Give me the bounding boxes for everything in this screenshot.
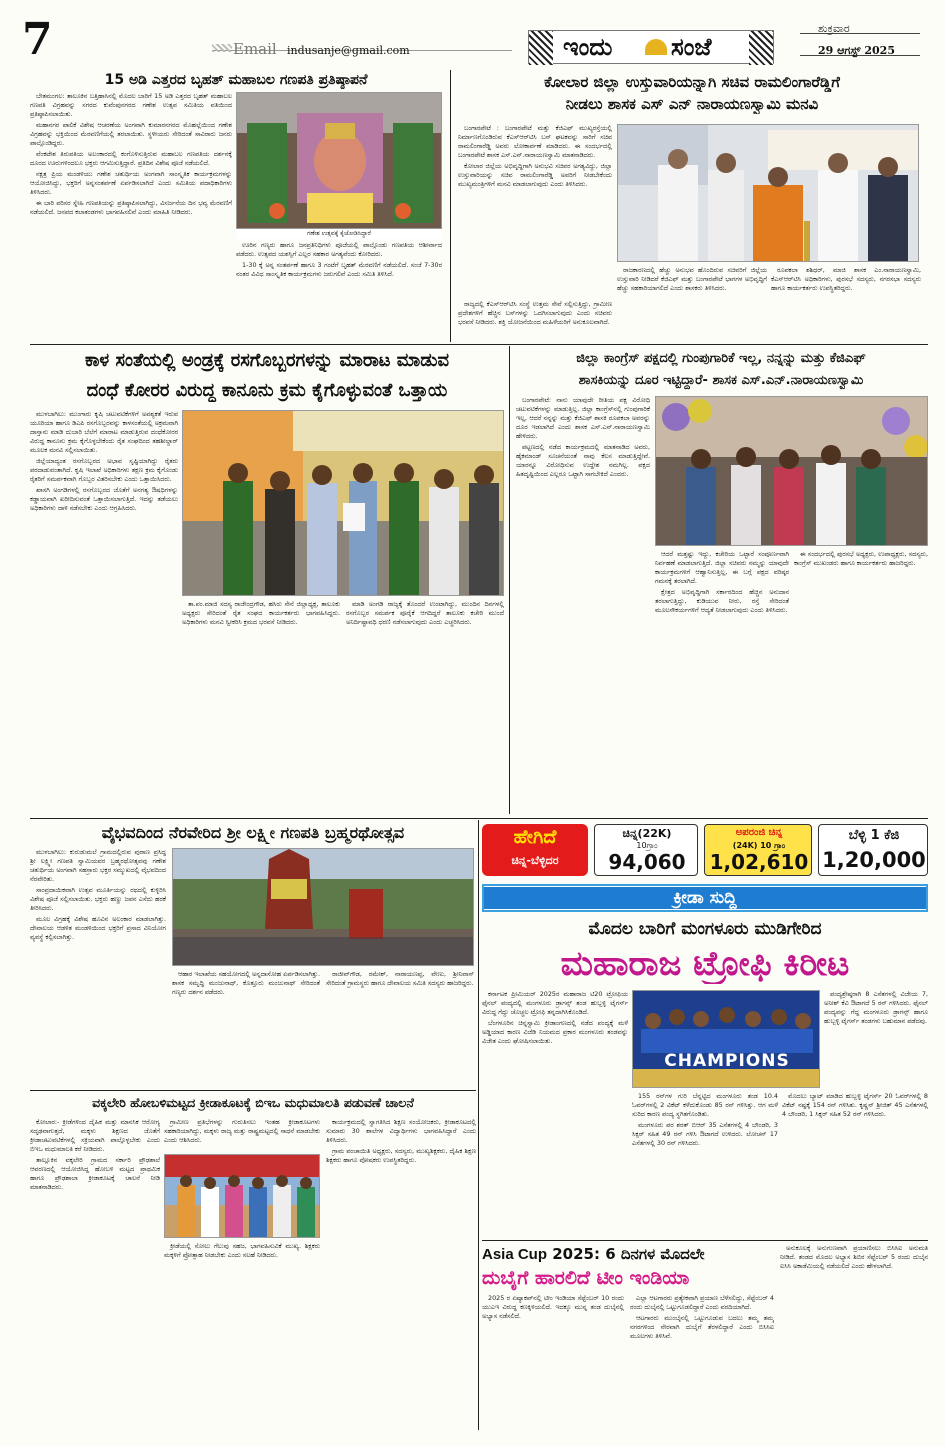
sports-col1: [482, 990, 628, 1194]
story3-col3: [346, 600, 504, 814]
sports-paragraph: ಮೊದಲು ಬ್ಯಾಟ್ ಮಾಡಿದ ಹುಬ್ಬಳ್ಳಿ ಟೈಗರ್ಸ್ 20 ಓವರ್‌ಗಳಲ್ಲಿ 8 ವಿಕೆಟ್ ನಷ್ಟಕ್ಕೆ 154 ರನ್ ಗಳಿಸಿತು. ಕೃಷ್ಣನ್ ಶ್ರೀಜಿತ್ 45 ಎಸೆತಗಳಲ್ಲಿ 4 ಬೌಂಡರಿ, 1 ಸಿಕ್ಸರ್ ಸಹಿತ 52 ರನ್ ಗಳಿಸಿದರು.: [782, 1092, 928, 1118]
story1-col1: [30, 92, 232, 338]
sports-col3: [824, 990, 928, 1088]
story6-headline: ವಕ್ಕಲೇರಿ ಹೋಬಳಿಮಟ್ಟದ ಕ್ರೀಡಾಕೂಟಕ್ಕೆ ಬಿಇಒ ಮಧುಮಾಲತಿ ಪಡುವಣೆ ಚಾಲನೆ: [92, 1095, 414, 1110]
asia-cup-col3: [780, 1244, 928, 1430]
silver-box: [818, 824, 928, 876]
asia-cup-headline-rest: 2025: 6 ದಿನಗಳ ಮೊದಲೇ: [547, 1245, 705, 1263]
champions-banner: CHAMPIONS: [664, 1051, 790, 1071]
story5-paragraph: ಮೂಲ ವಿಗ್ರಹಕ್ಕೆ ವಿಶೇಷ ಹೂವಿನ ಅಲಂಕಾರ ಮಾಡಲಾಗಿತ್ತು. ದೇವಾಲಯ ಆಡಳಿತ ಮಂಡಳಿಯಿಂದ ಭಕ್ತರಿಗೆ ಪ್ರಸಾದ ವಿನಿಯೋಗ ವ್ಯವಸ್ಥೆ ಕಲ್ಪಿಸಲಾಗಿತ್ತು.: [30, 915, 166, 941]
story4-paragraph: ಈ ಸಂದರ್ಭದಲ್ಲಿ ಪುರಸಭೆ ಅಧ್ಯಕ್ಷರು, ಉಪಾಧ್ಯಕ್ಷರು, ಸದಸ್ಯರು, ಕಾಂಗ್ರೆಸ್ ಮುಖಂಡರು ಹಾಗೂ ಕಾರ್ಯಕರ್ತರು ಹಾಜರಿದ್ದರು.: [794, 550, 928, 567]
asia-cup-paragraph: ಅನುಕೂಲಕ್ಕೆ ಅನುಗುಣವಾಗಿ ಪ್ರಯಾಣಿಸಲು ಬಿಸಿಸಿಐ ಅನುಮತಿ ನೀಡಿದೆ. ತಂಡದ ಮೊದಲ ಅಭ್ಯಾಸ ಶಿಬಿರ ಸೆಪ್ಟೆಂಬರ್ 5 ರಂದು ದುಬೈನ ಐಸಿಸಿ ಅಕಾಡೆಮಿಯಲ್ಲಿ ನಡೆಯಲಿದೆ ಎಂದು ಹೇಳಲಾಗಿದೆ.: [780, 1244, 928, 1270]
logo-stripe-right: [749, 31, 773, 65]
gold-22k-box: [594, 824, 698, 876]
story4-col3: [794, 550, 928, 812]
story3-paragraph: ಮಾಡಿ ಅಂಗಡಿ ರಾಜ್ಯಕ್ಕೆ ತೊಂದರೆ ಉಂಟಾಗಿದ್ದು, ಮುಂದಿನ ದಿನಗಳಲ್ಲಿ ರಸಗೊಬ್ಬರ ಸಮರ್ಪಕ ಪೂರೈಕೆ ಆಗದಿದ್ದರೆ ತಾಲೂಕು ಕಚೇರಿ ಮುಂದೆ ಅನಿರ್ದಿಷ್ಟಾವಧಿ ಧರಣಿ ನಡೆಸಲಾಗುವುದು ಎಂದು ಎಚ್ಚರಿಸಿದರು.: [346, 600, 504, 626]
silver-price: 1,20,000: [822, 848, 926, 872]
gold-rate-box: [482, 822, 928, 880]
story2-paragraph: ರಾಜ್ಯದಲ್ಲಿ ಕೆಎಸ್‌ಆರ್‌ಟಿಸಿ ಸಂಸ್ಥೆ ಉತ್ತಮ ಸೇವೆ ಸಲ್ಲಿಸುತ್ತಿದ್ದು, ಗ್ರಾಮೀಣ ಪ್ರದೇಶಗಳಿಗೆ ಹೆಚ್ಚಿನ ಬಸ್‌ಗಳನ್ನು ಒದಗಿಸಲಾಗುವುದು ಎಂದು ಸಚಿವರು ಭರವಸೆ ನೀಡಿದರು. ಶಕ್ತಿ ಯೋಜನೆಯಿಂದ ಮಹಿಳೆಯರಿಗೆ ಅನುಕೂಲವಾಗಿದೆ.: [458, 300, 612, 326]
gold-24k-label: ಅಪರಂಜಿ ಚಿನ್ನ: [735, 827, 783, 838]
story1-paragraph: ಈ ಬಾರಿ ಪರಿಸರ ಸ್ನೇಹಿ ಗಣಪತಿಯನ್ನು ಪ್ರತಿಷ್ಠಾಪಿಸಲಾಗಿದ್ದು, ವಿಸರ್ಜನೆಯ ದಿನ ಭವ್ಯ ಮೆರವಣಿಗೆ ನಡೆಯಲಿದೆ. ಜನಪದ ಕಲಾತಂಡಗಳು ಭಾಗವಹಿಸಲಿವೆ ಎಂದು ಮಾಹಿತಿ ನೀಡಿದರು.: [30, 199, 232, 216]
story5-paragraph: ಸಾಂಪ್ರದಾಯಿಕವಾಗಿ ಉತ್ಸವ ಮೂರ್ತಿಯನ್ನು ರಥದಲ್ಲಿ ಕುಳ್ಳಿರಿಸಿ ವಿಶೇಷ ಪೂಜೆ ಸಲ್ಲಿಸಲಾಯಿತು. ಭಕ್ತರು ಹಣ್ಣು ಜವನ ಎಸೆದು ಹರಕೆ ತೀರಿಸಿದರು.: [30, 886, 166, 912]
masthead: [0, 0, 945, 70]
farmers-photo: [182, 410, 504, 596]
story2-col1b: [458, 300, 612, 342]
story3-paragraph: ಖಾಸಗಿ ಅಂಗಡಿಗಳಲ್ಲಿ ರಸಗೊಬ್ಬರದ ಜೊತೆಗೆ ಅನಗತ್ಯ ಔಷಧಿಗಳನ್ನು ಕಡ್ಡಾಯವಾಗಿ ಖರೀದಿಸುವಂತೆ ಒತ್ತಾಯಿಸಲಾಗುತ್ತಿದೆ. ಇದನ್ನು ತಡೆಯಲು ಅಧಿಕಾರಿಗಳು ದಾಳಿ ನಡೆಸಬೇಕು ಎಂದು ಆಗ್ರಹಿಸಿದರು.: [30, 486, 178, 512]
sports-col3b: [782, 1092, 928, 1236]
story6-paragraph: ಗ್ರಾಮ ಪಂಚಾಯಿತಿ ಅಧ್ಯಕ್ಷರು, ಸದಸ್ಯರು, ಮುಖ್ಯಶಿಕ್ಷಕರು, ದೈಹಿಕ ಶಿಕ್ಷಣ ಶಿಕ್ಷಕರು ಹಾಗೂ ಪೋಷಕರು ಉಪಸ್ಥಿತರಿದ್ದರು.: [326, 1147, 476, 1164]
story6-paragraph: ಕ್ರೀಡೆಯಲ್ಲಿ ಸೋಲು ಗೆಲುವು ಸಹಜ, ಭಾಗವಹಿಸುವಿಕೆ ಮುಖ್ಯ. ಶಿಕ್ಷಕರು ಮಕ್ಕಳಿಗೆ ಪ್ರೋತ್ಸಾಹ ನೀಡಬೇಕು ಎಂದು ಸಲಹೆ ನೀಡಿದರು.: [164, 1242, 320, 1259]
story5-col3: [326, 970, 474, 1086]
story2-col2: [617, 266, 767, 342]
farmers-image: [183, 411, 504, 596]
story2-headline-line1: ಕೋಲಾರ ಜಿಲ್ಲಾ ಉಸ್ತುವಾರಿಯನ್ನಾಗಿ ಸಚಿವ ರಾಮಲಿಂಗಾರೆಡ್ಡಿಗೆ: [544, 73, 840, 91]
story6-col1: [30, 1118, 160, 1430]
sports-paragraph: ಪಂದ್ಯಶ್ರೇಷ್ಠರಾಗಿ 8 ಎಸೆತಗಳಲ್ಲಿ ವಿಜೇಯ 7, ಅನೀಶ್ ಕೆವಿ ಔಟಾಗದೆ 5 ರನ್ ಗಳಿಸಿದರು. ಫೈನಲ್ ಪಂದ್ಯವನ್ನು ಗೆದ್ದ ಮಂಗಳೂರು ಡ್ರಾಗನ್ಸ್ ಹಾಗೂ ಹುಬ್ಬಳ್ಳಿ ಟೈಗರ್ಸ್ ತಂಡಗಳು ಬಹುಮಾನ ಪಡೆದವು.: [824, 990, 928, 1025]
gold-rate-brand: [482, 824, 588, 876]
gold-24k-box: [704, 824, 812, 876]
sports-meet-image: [165, 1155, 320, 1238]
ganapati-photo: [236, 92, 442, 229]
email-label: Email: [233, 40, 277, 58]
bus-depot-image: [618, 125, 919, 262]
asia-cup-col1: [482, 1294, 624, 1430]
gold-24k-price: 1,02,610: [709, 850, 809, 874]
asia-cup-paragraph: 2025 ರ ಏಷ್ಯಾಕಪ್‌ನಲ್ಲಿ ಟೀಂ ಇಂಡಿಯಾ ಸೆಪ್ಟೆಂಬರ್ 10 ರಂದು ಯುಎಇ ವಿರುದ್ಧ ಕಣಕ್ಕಿಳಿಯಲಿದೆ. ಇದಕ್ಕೂ ಮುನ್ನ ತಂಡ ದುಬೈನಲ್ಲಿ ಅಭ್ಯಾಸ ನಡೆಸಲಿದೆ.: [482, 1294, 624, 1320]
story2-col3: [771, 266, 921, 342]
gold-24k-unit: (24K) 10 ಗ್ರಾಂ: [732, 841, 786, 850]
story3-col2: [182, 600, 340, 814]
asia-cup-headline-prefix: Asia Cup: [482, 1246, 548, 1263]
gold-rate-brand-subtitle: ಚಿನ್ನ-ಬೆಳ್ಳಿದರ: [511, 854, 559, 867]
story5-paragraph: ಆಹಾರ ಇಲಾಖೆಯ ಸಹಯೋಗದಲ್ಲಿ ಅನ್ನದಾಸೋಹ ಏರ್ಪಡಿಸಲಾಗಿತ್ತು. ಶಾಸಕ ಸಮೃದ್ಧಿ ಮಂಜುನಾಥ್, ಕೊತ್ತೂರು ಮಂಜುನಾಥ್ ಸೇರಿದಂತೆ ಗಣ್ಯರು ದರ್ಶನ ಪಡೆದರು.: [172, 970, 320, 996]
story4-col1: [516, 396, 650, 812]
page-number: 7: [22, 14, 53, 65]
column-divider: [478, 820, 479, 1430]
section-divider: [30, 818, 928, 819]
sports-section-bar: [482, 884, 928, 912]
inauguration-photo: [655, 396, 928, 546]
story3-headline-line1: ಕಾಳ ಸಂತೆಯಲ್ಲಿ ಅಂಡ್ರಕ್ಕೆ ರಸಗೊಬ್ಬರಗಳನ್ನು ಮಾರಾಟ ಮಾಡುವ: [84, 350, 450, 371]
email-address[interactable]: indusanje@gmail.com: [287, 44, 410, 57]
logo-stripe-left: [529, 31, 553, 65]
gold-22k-unit: 10ಗ್ರಾಂ: [636, 841, 658, 850]
sports-meet-photo: [164, 1154, 320, 1238]
story4-paragraph: ಬಂಗಾರಪೇಟೆ: ನಾನು ಯಾವುದೇ ರೀತಿಯ ಪಕ್ಷ ವಿರೋಧಿ ಚಟುವಟಿಕೆಗಳನ್ನು ಮಾಡುತ್ತಿಲ್ಲ. ಜಿಲ್ಲಾ ಕಾಂಗ್ರೆಸ್‌ನಲ್ಲಿ ಗುಂಪುಗಾರಿಕೆ ಇಲ್ಲ, ಆದರೆ ನನ್ನನ್ನು ಮತ್ತು ಕೆಜಿಎಫ್ ಶಾಸಕಿ ರೂಪಕಲಾ ಅವರನ್ನು ದೂರ ಇಡಲಾಗಿದೆ ಎಂದು ಶಾಸಕ ಎಸ್.ಎನ್.ನಾರಾಯಣಸ್ವಾಮಿ ಹೇಳಿದರು.: [516, 396, 650, 440]
column-divider: [509, 346, 510, 814]
story2-paragraph: ಕೋಲಾರ ಜಿಲ್ಲೆಯ ಅಭಿವೃದ್ಧಿಗಾಗಿ ಅನುಭವಿ ಸಚಿವರ ಅಗತ್ಯವಿದ್ದು, ಜಿಲ್ಲಾ ಉಸ್ತುವಾರಿಯನ್ನು ಸಚಿವ ರಾಮಲಿಂಗಾರೆಡ್ಡಿ ಅವರಿಗೆ ನೀಡಬೇಕೆಂದು ಮುಖ್ಯಮಂತ್ರಿಗಳಿಗೆ ಮನವಿ ಮಾಡಲಾಗುವುದು ಎಂದು ತಿಳಿಸಿದರು.: [458, 162, 612, 188]
column-divider: [450, 70, 451, 342]
asia-cup-paragraph: ಎಲ್ಲಾ ಆಟಗಾರರು ಪ್ರತ್ಯೇಕವಾಗಿ ಪ್ರಯಾಣ ಬೆಳೆಸಲಿದ್ದು, ಸೆಪ್ಟೆಂಬರ್ 4 ರಂದು ದುಬೈನಲ್ಲಿ ಒಟ್ಟುಗೂಡಲಿದ್ದಾರೆ ಎಂದು ವರದಿಯಾಗಿದೆ.: [630, 1294, 774, 1311]
story1-col2: [236, 241, 442, 338]
inauguration-image: [656, 397, 928, 546]
paper-name-left: ಇಂದು: [563, 33, 613, 61]
issue-date: 29 ಆಗಸ್ಟ್ 2025: [818, 44, 895, 57]
sports-col2: [632, 1092, 778, 1236]
story3-col1: [30, 410, 178, 814]
story4-headline-line1: ಜಿಲ್ಲಾ ಕಾಂಗ್ರೆಸ್ ಪಕ್ಷದಲ್ಲಿ ಗುಂಪುಗಾರಿಕೆ ಇಲ್ಲ, ನನ್ನನ್ನು ಮತ್ತು ಕೆಜಿಎಫ್: [576, 351, 866, 366]
paper-name-right: ಸಂಜೆ: [671, 33, 712, 61]
gold-22k-label: ಚಿನ್ನ(22K): [622, 827, 672, 840]
chariot-image: [173, 849, 474, 966]
champions-image: [633, 991, 820, 1088]
story1-paragraph: ನಕ್ಷತ್ರ ಪ್ರಿಯ ಮಂಡಳಿಯು ಗಣೇಶ ಚತುರ್ಥಿಯ ಅಂಗವಾಗಿ ಸಾಂಸ್ಕೃತಿಕ ಕಾರ್ಯಕ್ರಮಗಳನ್ನು ಆಯೋಜಿಸಿದ್ದು, ಭಕ್ತರಿಗೆ ಅನ್ನಸಂತರ್ಪಣೆ ಏರ್ಪಡಿಸಲಾಗಿದೆ ಎಂದು ಸಮಿತಿಯ ಪದಾಧಿಕಾರಿಗಳು ತಿಳಿಸಿದರು.: [30, 170, 232, 196]
ganapati-photo-caption: ಗಣೇಶ ಉತ್ಸವಕ್ಕೆ ಕೈಜೋಡಿಸಿದ್ದಾರೆ: [236, 229, 442, 239]
story1-paragraph: 1-30 ಕ್ಕೆ ಅನ್ನ ಸಂತರ್ಪಣೆ ಹಾಗೂ 3 ಗಂಟೆಗೆ ಬೃಹತ್ ಮೆರವಣಿಗೆ ನಡೆಯಲಿದೆ. ಸಂಜೆ 7-30ರ ನಂತರ ವಿವಿಧ ಸಾಂಸ್ಕೃತಿಕ ಕಾರ್ಯಕ್ರಮಗಳು ಜರುಗಲಿವೆ ಎಂದು ಸಮಿತಿ ತಿಳಿಸಿದೆ.: [236, 261, 442, 278]
story1-paragraph: ಮಹಾನಗರ ಪಾಲಿಕೆ ವಿಶೇಷ ಆಚರಣೆಯ ಅಂಗವಾಗಿ ಕುಮಾರನಗರದ ಮೊಹಲ್ಲೆಯಿಂದ ಗಣೇಶ ವಿಗ್ರಹವನ್ನು ಭಕ್ತಿಯಿಂದ ಮೆರವಣಿಗೆಯಲ್ಲಿ ತರಲಾಯಿತು. ಸ್ಥಳೀಯರು ಸೇರಿದಂತೆ ಸಾವಿರಾರು ಜನರು ಪಾಲ್ಗೊಂಡಿದ್ದರು.: [30, 121, 232, 147]
sports-paragraph: ಮಂಗಳೂರು ಪರ ಶರತ್ ಬಿಆರ್ 35 ಎಸೆತಗಳಲ್ಲಿ 4 ಬೌಂಡರಿ, 3 ಸಿಕ್ಸರ್ ಸಹಿತ 49 ರನ್ ಗಳಿಸಿ ಔಟಾಗದೆ ಉಳಿದರು. ಲೋಚನ್ 17 ಎಸೆತಗಳಲ್ಲಿ 30 ರನ್ ಗಳಿಸಿದರು.: [632, 1121, 778, 1147]
asia-cup-col2: [630, 1294, 774, 1430]
sports-kicker: ಮೊದಲ ಬಾರಿಗೆ ಮಂಗಳೂರು ಮುಡಿಗೇರಿದ: [588, 919, 822, 939]
story3-headline-line2: ದಂಧೆ ಕೋರರ ವಿರುದ್ಧ ಕಾನೂನು ಕ್ರಮ ಕೈಗೊಳ್ಳುವಂತೆ ಒತ್ತಾಯ: [86, 380, 448, 401]
story6-col3: [326, 1118, 476, 1430]
story2-headline-line2: ನೀಡಲು ಶಾಸಕ ಎಸ್ ಎನ್ ನಾರಾಯಣಸ್ವಾಮಿ ಮನವಿ: [565, 95, 819, 113]
story4-paragraph: ಆದರೆ ಮತ್ತಷ್ಟು ಇದ್ದು, ಕಚೇರಿಯ ಒಟ್ಟಾರೆ ಸಂಪೂರ್ಣವಾಗಿ ನಿರ್ವಹಣೆ ಮಾಡಲಾಗುತ್ತಿದೆ. ಜಿಲ್ಲಾ ಸಚಿವರು ನಮ್ಮನ್ನು ಯಾವುದೇ ಕಾರ್ಯಕ್ರಮಗಳಿಗೆ ಆಹ್ವಾನಿಸುತ್ತಿಲ್ಲ, ಈ ಬಗ್ಗೆ ಪಕ್ಷದ ವರಿಷ್ಠರ ಗಮನಕ್ಕೆ ತರಲಾಗಿದೆ.: [655, 550, 789, 585]
asia-cup-paragraph: ಆಟಗಾರರು ಮುಂಬೈನಲ್ಲಿ ಒಟ್ಟುಗೂಡುವ ಬದಲು ತಮ್ಮ ತಮ್ಮ ನಗರಗಳಿಂದ ನೇರವಾಗಿ ದುಬೈಗೆ ತೆರಳಲಿದ್ದಾರೆ ಎಂದು ಬಿಸಿಸಿಐ ಮೂಲಗಳು ತಿಳಿಸಿವೆ.: [630, 1314, 774, 1340]
champions-photo: [632, 990, 820, 1088]
ganapati-image: [237, 93, 442, 229]
story1-paragraph: ಊರಿನ ಗಣ್ಯರು ಹಾಗೂ ಜನಪ್ರತಿನಿಧಿಗಳು ಪೂಜೆಯಲ್ಲಿ ಪಾಲ್ಗೊಂಡು ಗಣಪತಿಯ ಆಶೀರ್ವಾದ ಪಡೆದರು. ಉತ್ಸವದ ಯಶಸ್ಸಿಗೆ ಎಲ್ಲರ ಸಹಕಾರ ಅಗತ್ಯವೆಂದು ಕೋರಿದರು.: [236, 241, 442, 258]
story5-col1: [30, 848, 166, 1086]
story5-paragraph: ರಾಜೀವ್‌ಗೌಡ, ರಮೇಶ್, ನಾರಾಯಣಪ್ಪ, ವೇಣು, ಶ್ರೀನಿವಾಸ್ ಸೇರಿದಂತೆ ಗ್ರಾಮಸ್ಥರು ಹಾಗೂ ದೇವಾಲಯ ಸಮಿತಿ ಸದಸ್ಯರು ಹಾಜರಿದ್ದರು.: [326, 970, 474, 987]
sun-logo-icon: [645, 39, 667, 55]
gold-rate-brand-title: ಹೇಗಿದೆ: [513, 826, 557, 848]
story2-paragraph: ರಾಜಕಾರಣದಲ್ಲಿ ಹೆಚ್ಚು ಅನುಭವ ಹೊಂದಿರುವ ಸಚಿವರಿಗೆ ಜಿಲ್ಲೆಯ ಉಸ್ತುವಾರಿ ನೀಡಿದರೆ ಕೆಜಿಎಫ್ ಮತ್ತು ಬಂಗಾರಪೇಟೆ ಭಾಗಗಳ ಅಭಿವೃದ್ಧಿಗೆ ಹೆಚ್ಚು ಸಹಕಾರಿಯಾಗಲಿದೆ ಎಂದು ಶಾಸಕರು ತಿಳಿಸಿದರು.: [617, 266, 767, 292]
bus-depot-photo: [617, 124, 919, 262]
story4-col2: [655, 550, 789, 812]
sports-section-title: ಕ್ರೀಡಾ ಸುದ್ದಿ: [484, 887, 926, 909]
silver-label: ಬೆಳ್ಳಿ 1 ಕೆಜಿ: [848, 828, 900, 843]
sports-headline: ಮಹಾರಾಜ ಟ್ರೋಫಿ ಕಿರೀಟ: [560, 944, 850, 984]
story4-paragraph: ಕ್ಷೇತ್ರದ ಅಭಿವೃದ್ಧಿಗಾಗಿ ಸರ್ಕಾರದಿಂದ ಹೆಚ್ಚಿನ ಅನುದಾನ ತರಲಾಗುತ್ತಿದ್ದು, ಕುಡಿಯುವ ನೀರು, ರಸ್ತೆ ಸೇರಿದಂತೆ ಮೂಲಸೌಕರ್ಯಗಳಿಗೆ ಆದ್ಯತೆ ನೀಡಲಾಗುವುದು ಎಂದು ತಿಳಿಸಿದರು.: [655, 588, 789, 614]
story2-paragraph: ರೂಪಕಲಾ ಶಶಿಧರ್, ಮಾಜಿ ಶಾಸಕ ಎಂ.ನಾರಾಯಣಸ್ವಾಮಿ, ಕೆಎಸ್‌ಆರ್‌ಟಿಸಿ ಅಧಿಕಾರಿಗಳು, ಪುರಸಭೆ ಸದಸ್ಯರು, ನಗರಸಭಾ ಸದಸ್ಯರು ಹಾಗೂ ಕಾರ್ಯಕರ್ತರು ಉಪಸ್ಥಿತರಿದ್ದರು.: [771, 266, 921, 292]
asia-cup-headline: [482, 1244, 774, 1265]
asia-cup-subhead: ದುಬೈಗೆ ಹಾರಲಿದೆ ಟೀಂ ಇಂಡಿಯಾ: [482, 1267, 690, 1289]
story3-paragraph: ಮುಳಬಾಗಿಲು: ಮುಂಗಾರು ಕೃಷಿ ಚಟುವಟಿಕೆಗಳಿಗೆ ಅವಶ್ಯಕತೆ ಇರುವ ಯೂರಿಯಾ ಹಾಗೂ ಡಿಎಪಿ ರಸಗೊಬ್ಬರವನ್ನು ಕಾಳಸಂತೆಯಲ್ಲಿ ಅಕ್ರಮವಾಗಿ ದಾಸ್ತಾನು ಮಾಡಿ ದುಬಾರಿ ಬೆಲೆಗೆ ಮಾರಾಟ ಮಾಡುತ್ತಿರುವ ದಂಧೆಕೋರರ ವಿರುದ್ಧ ಕಾನೂನು ಕ್ರಮ ಕೈಗೊಳ್ಳಬೇಕೆಂದು ರೈತ ಸಂಘದಿಂದ ತಹಶೀಲ್ದಾರ್ ಮೂಲಕ ಮನವಿ ಸಲ್ಲಿಸಲಾಯಿತು.: [30, 410, 178, 454]
gold-22k-price: 94,060: [608, 850, 686, 874]
story6-col2b: [164, 1242, 320, 1430]
story5-paragraph: ಮುಳಬಾಗಿಲು: ಕುರುಡುಮಲೆ ಗ್ರಾಮದಲ್ಲಿರುವ ಪುರಾಣ ಪ್ರಸಿದ್ಧ ಶ್ರೀ ಲಕ್ಷ್ಮೀ ಗಣಪತಿ ಸ್ವಾಮಿಯವರ ಬ್ರಹ್ಮರಥೋತ್ಸವವು ಗಣೇಶ ಚತುರ್ಥಿಯ ಅಂಗವಾಗಿ ಸಹಸ್ರಾರು ಭಕ್ತರ ಸಮ್ಮುಖದಲ್ಲಿ ವೈಭವದಿಂದ ನೆರವೇರಿತು.: [30, 848, 166, 883]
section-divider: [482, 1240, 928, 1241]
story3-paragraph: ಜಿಲ್ಲೆಯಾದ್ಯಂತ ರಸಗೊಬ್ಬರದ ಅಭಾವ ಸೃಷ್ಟಿಯಾಗಿದ್ದು ರೈತರು ಪರದಾಡುವಂತಾಗಿದೆ. ಕೃಷಿ ಇಲಾಖೆ ಅಧಿಕಾರಿಗಳು ತಕ್ಷಣ ಕ್ರಮ ಕೈಗೊಂಡು ರೈತರಿಗೆ ಸಮರ್ಪಕವಾಗಿ ಗೊಬ್ಬರ ವಿತರಿಸಬೇಕು ಎಂದು ಒತ್ತಾಯಿಸಿದರು.: [30, 457, 178, 483]
story5-col2: [172, 970, 320, 1086]
story1-paragraph: ಬೇತಮಂಗಲ: ತಾಲೂಕಿನ ಬತ್ತಿಹಾಸಿನಲ್ಲಿ ಮೊದಲ ಬಾರಿಗೆ 15 ಅಡಿ ಎತ್ತರದ ಬೃಹತ್ ಮಹಾಬಲ ಗಣಪತಿ ವಿಗ್ರಹವನ್ನು ಸಗರದ ಕುವೆಂಪುನಗರದ ಗಣೇಶ ಉತ್ಸವ ಸಮಿತಿಯ ವತಿಯಿಂದ ಪ್ರತಿಷ್ಠಾಪಿಸಲಾಯಿತು.: [30, 92, 232, 118]
sports-paragraph: 155 ರನ್‌ಗಳ ಗುರಿ ಬೆನ್ನಟ್ಟಿದ ಮಂಗಳೂರು ತಂಡ 10.4 ಓವರ್‌ಗಳಲ್ಲಿ 2 ವಿಕೆಟ್ ಕಳೆದುಕೊಂಡು 85 ರನ್ ಗಳಿಸಿತ್ತು. ಆಗ ಮಳೆ ಸುರಿದ ಕಾರಣ ಪಂದ್ಯ ಸ್ಥಗಿತಗೊಂಡಿತು.: [632, 1092, 778, 1118]
story6-col2a: [164, 1118, 320, 1152]
paper-logo: [528, 30, 774, 64]
story6-paragraph: ಕಾರ್ಯಕ್ರಮದಲ್ಲಿ ಸ್ವಾಗತಿಸಿದ ಶಿಕ್ಷಣ ಸಂಯೋಜಕರು, ಕ್ರೀಡಾಕೂಟದಲ್ಲಿ ಸುಮಾರು 30 ಶಾಲೆಗಳ ವಿದ್ಯಾರ್ಥಿಗಳು ಭಾಗವಹಿಸಿದ್ದಾರೆ ಎಂದು ತಿಳಿಸಿದರು.: [326, 1118, 476, 1144]
story4-paragraph: ಪಟ್ಟಣದಲ್ಲಿ ನಡೆದ ಕಾರ್ಯಕ್ರಮದಲ್ಲಿ ಮಾತನಾಡಿದ ಅವರು, ಹೈಕಮಾಂಡ್ ಸೂಚನೆಯಂತೆ ನಾವು ಕೆಲಸ ಮಾಡುತ್ತಿದ್ದೇವೆ. ಯಾರನ್ನೂ ವಿರೋಧಿಸುವ ಉದ್ದೇಶ ನಮಗಿಲ್ಲ. ಪಕ್ಷದ ಹಿತದೃಷ್ಟಿಯಿಂದ ಎಲ್ಲರೂ ಒಟ್ಟಾಗಿ ಸಾಗಬೇಕಿದೆ ಎಂದರು.: [516, 443, 650, 478]
story6-paragraph: ಕೋಲಾರ:- ಕ್ರೀಡೆಗಳಿಂದ ದೈಹಿಕ ಮತ್ತು ಮಾನಸಿಕ ಆರೋಗ್ಯ ಸದೃಢವಾಗುತ್ತದೆ, ಮಕ್ಕಳು ಶಿಕ್ಷಣದ ಜೊತೆಗೆ ಕ್ರೀಡಾಚಟುವಟಿಕೆಗಳಲ್ಲಿ ಸಕ್ರಿಯವಾಗಿ ಪಾಲ್ಗೊಳ್ಳಬೇಕು ಎಂದು ಬಿಇಒ ಮಧುಮಾಲತಿ ಕರೆ ನೀಡಿದರು.: [30, 1118, 160, 1153]
story1-headline: 15 ಅಡಿ ಎತ್ತರದ ಬೃಹತ್ ಮಹಾಬಲ ಗಣಪತಿ ಪ್ರತಿಷ್ಠಾಪನೆ: [104, 72, 368, 88]
sports-paragraph: ಬೆಂಗಳೂರಿನ ಚಿನ್ನಸ್ವಾಮಿ ಕ್ರೀಡಾಂಗಣದಲ್ಲಿ ನಡೆದ ಪಂದ್ಯಕ್ಕೆ ಮಳೆ ಅಡ್ಡಿಯಾದ ಕಾರಣ ವಿಜೆಡಿ ನಿಯಮದ ಪ್ರಕಾರ ಮಂಗಳೂರು ತಂಡವನ್ನು ವಿಜೇತ ಎಂದು ಘೋಷಿಸಲಾಯಿತು.: [482, 1019, 628, 1045]
section-divider: [30, 1090, 476, 1091]
sports-paragraph: ಕರ್ನಾಟಕ ಪ್ರೀಮಿಯರ್ 2025ರ ಮಹಾರಾಜ ಟಿ20 ಟ್ರೋಫಿಯ ಫೈನಲ್ ಪಂದ್ಯದಲ್ಲಿ ಮಂಗಳೂರು ಡ್ರಾಗನ್ಸ್ ತಂಡ ಹುಬ್ಬಳ್ಳಿ ಟೈಗರ್ಸ್ ವಿರುದ್ಧ ಗೆದ್ದು ಚೊಚ್ಚಲ ಟ್ರೋಫಿ ತನ್ನದಾಗಿಸಿಕೊಂಡಿದೆ.: [482, 990, 628, 1016]
email-rule-stripe: [212, 44, 232, 52]
section-divider: [30, 344, 928, 345]
chariot-photo: [172, 848, 474, 966]
story6-paragraph: ತಾಲ್ಲೂಕಿನ ವಕ್ಕಲೇರಿ ಗ್ರಾಮದ ಸರ್ಕಾರಿ ಪ್ರೌಢಶಾಲೆ ಆವರಣದಲ್ಲಿ ಆಯೋಜಿಸಿದ್ದ ಹೋಬಳಿ ಮಟ್ಟದ ಪ್ರಾಥಮಿಕ ಹಾಗೂ ಪ್ರೌಢಶಾಲಾ ಕ್ರೀಡಾಕೂಟಕ್ಕೆ ಚಾಲನೆ ನೀಡಿ ಮಾತನಾಡಿದರು.: [30, 1156, 160, 1191]
issue-day: ಶುಕ್ರವಾರ: [818, 22, 850, 35]
story2-paragraph: ಬಂಗಾರಪೇಟೆ : ಬಂಗಾರಪೇಟೆ ಮತ್ತು ಕೆಜಿಎಫ್ ಮುಖ್ಯರಸ್ತೆಯಲ್ಲಿ ನಿರ್ಮಾಣಗೊಂಡಿರುವ ಕೆಎಸ್‌ಆರ್‌ಟಿಸಿ ಬಸ್ ಘಟಕವನ್ನು ಸಾರಿಗೆ ಸಚಿವ ರಾಮಲಿಂಗಾರೆಡ್ಡಿ ಅವರು ಲೋಕಾರ್ಪಣೆ ಮಾಡಿದರು. ಈ ಸಂದರ್ಭದಲ್ಲಿ ಬಂಗಾರಪೇಟೆ ಶಾಸಕ ಎಸ್.ಎನ್.ನಾರಾಯಣಸ್ವಾಮಿ ಮಾತನಾಡಿದರು.: [458, 124, 612, 159]
story6-paragraph: ಗ್ರಾಮೀಣ ಪ್ರತಿಭೆಗಳನ್ನು ಗುರುತಿಸಲು ಇಂತಹ ಕ್ರೀಡಾಕೂಟಗಳು ಸಹಕಾರಿಯಾಗಿದ್ದು, ಮಕ್ಕಳು ರಾಜ್ಯ ಮತ್ತು ರಾಷ್ಟ್ರಮಟ್ಟದಲ್ಲಿ ಸಾಧನೆ ಮಾಡಬೇಕು ಎಂದು ಆಶಿಸಿದರು.: [164, 1118, 320, 1144]
story5-headline: ವೈಭವದಿಂದ ನೆರವೇರಿದ ಶ್ರೀ ಲಕ್ಷ್ಮೀ ಗಣಪತಿ ಬ್ರಹ್ಮರಥೋತ್ಸವ: [101, 823, 405, 842]
story3-paragraph: ತಾ.ಪಂ.ಮಾಜಿ ಸದಸ್ಯ ರಾಜೇಂದ್ರಗೌಡ, ಹಸಿರು ಸೇನೆ ಜಿಲ್ಲಾಧ್ಯಕ್ಷ, ತಾಲೂಕು ಅಧ್ಯಕ್ಷರು ಸೇರಿದಂತೆ ರೈತ ಸಂಘದ ಕಾರ್ಯಕರ್ತರು ಭಾಗವಹಿಸಿದ್ದರು. ಅಧಿಕಾರಿಗಳು ಮನವಿ ಸ್ವೀಕರಿಸಿ ಕ್ರಮದ ಭರವಸೆ ನೀಡಿದರು.: [182, 600, 340, 626]
story1-paragraph: ವೆಂಕಟೇಶ ತಿರುಪತಿಯ ಅಲಂಕಾರದಲ್ಲಿ ಕಂಗೊಳಿಸುತ್ತಿರುವ ಮಹಾಬಲ ಗಣಪತಿಯ ದರ್ಶನಕ್ಕೆ ದೂರದ ಊರುಗಳಿಂದಲೂ ಭಕ್ತರು ಆಗಮಿಸುತ್ತಿದ್ದಾರೆ. ಪ್ರತಿದಿನ ವಿಶೇಷ ಪೂಜೆ ನಡೆಯಲಿದೆ.: [30, 150, 232, 167]
story4-headline-line2: ಶಾಸಕಿಯನ್ನು ದೂರ ಇಟ್ಟಿದ್ದಾರೆ- ಶಾಸಕ ಎಸ್.ಎನ್.ನಾರಾಯಣಸ್ವಾಮಿ: [578, 373, 864, 388]
